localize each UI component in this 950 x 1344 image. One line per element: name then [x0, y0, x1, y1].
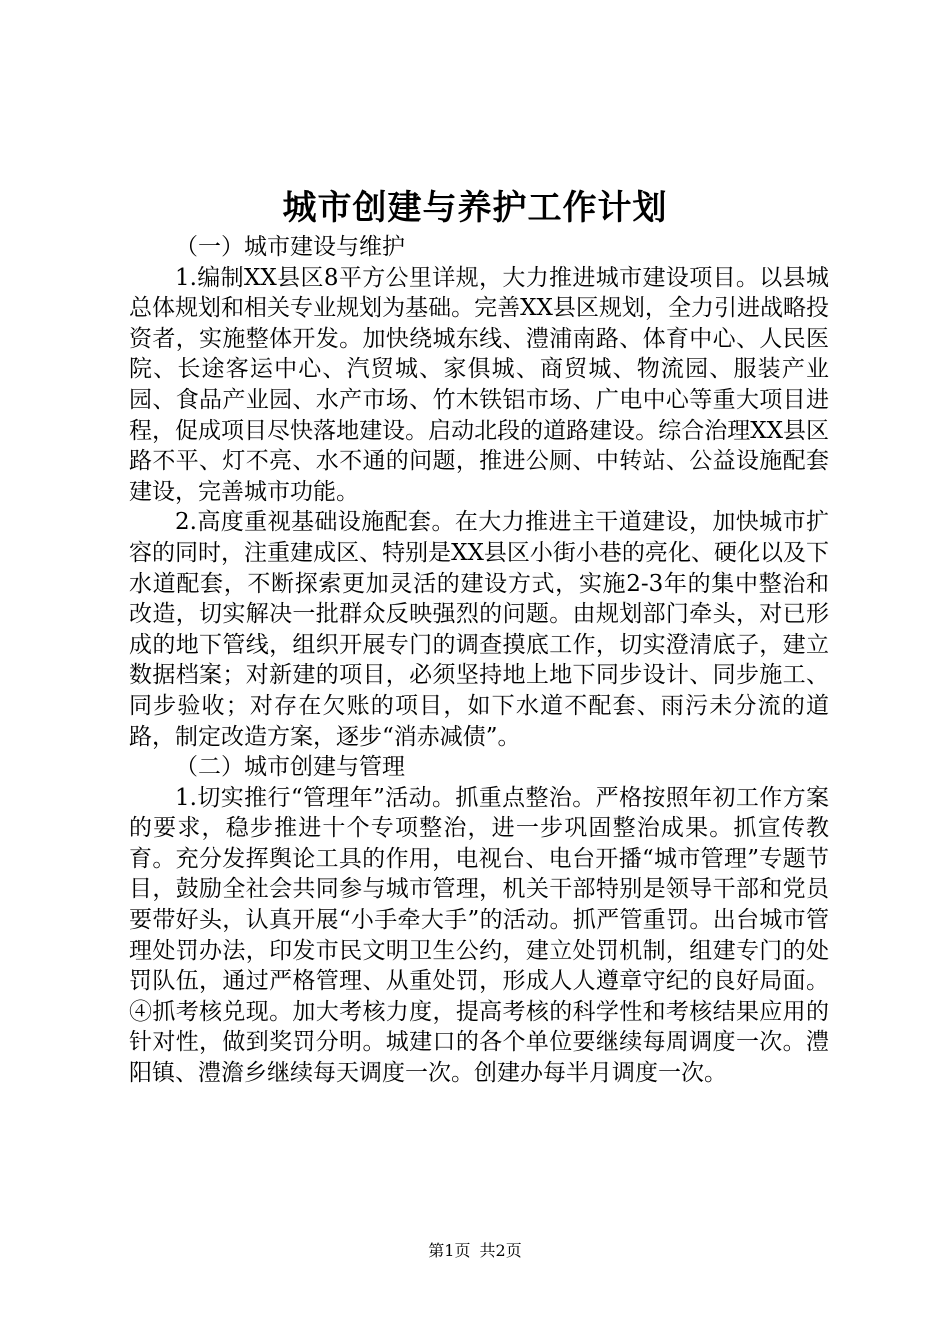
paragraph-2: 2.高度重视基础设施配套。在大力推进主干道建设，加快城市扩容的同时，注重建成区、特别是XX县区小街小巷的亮化、硬化以及下水道配套，不断探索更加灵活的建设方式，实施2-3年的集中整治和改造，切实解决一批群众反映强烈的问题。由规划部门牵头，对已形成的地下管线，组织开展专门的调查摸底工作，切实澄清底子，建立数据档案；对新建的项目，必须坚持地上地下同步设计、同步施工、同步验收；对存在欠账的项目，如下水道不配套、雨污未分流的道路，制定改造方案，逐步“消赤减债”。: [129, 509, 829, 750]
page-footer: [0, 1240, 950, 1262]
section-heading-1: （一）城市建设与维护: [175, 234, 405, 260]
document-body: [129, 232, 829, 1089]
paragraph-1: 1.编制XX县区8平方公里详规，大力推进城市建设项目。以县城总体规划和相关专业规划为基础。完善XX县区规划，全力引进战略投资者，实施整体开发。加快绕城东线、澧浦南路、体育中心、人民医院、长途客运中心、汽贸城、家俱城、商贸城、物流园、服装产业园、食品产业园、水产市场、竹木铁铝市场、广电中心等重大项目进程，促成项目尽快落地建设。启动北段的道路建设。综合治理XX县区路不平、灯不亮、水不通的问题，推进公厕、中转站、公益设施配套建设，完善城市功能。: [129, 264, 829, 505]
page-total: 共2页: [479, 1241, 522, 1260]
page-number: 第1页: [428, 1241, 471, 1260]
document-title: 城市创建与养护工作计划: [282, 188, 668, 228]
section-heading-2: （二）城市创建与管理: [175, 754, 405, 781]
paragraph-3: 1.切实推行“管理年”活动。抓重点整治。严格按照年初工作方案的要求，稳步推进十个专项整治，进一步巩固整治成果。抓宣传教育。充分发挥舆论工具的作用，电视台、电台开播“城市管理”专题节目，鼓励全社会共同参与城市管理，机关干部特别是领导干部和党员要带好头，认真开展“小手牵大手”的活动。抓严管重罚。出台城市管理处罚办法，印发市民文明卫生公约，建立处罚机制，组建专门的处罚队伍，通过严格管理、从重处罚，形成人人遵章守纪的良好局面。④抓考核兑现。加大考核力度，提高考核的科学性和考核结果应用的针对性，做到奖罚分明。城建口的各个单位要继续每周调度一次。澧阳镇、澧澹乡继续每天调度一次。创建办每半月调度一次。: [129, 784, 829, 1087]
